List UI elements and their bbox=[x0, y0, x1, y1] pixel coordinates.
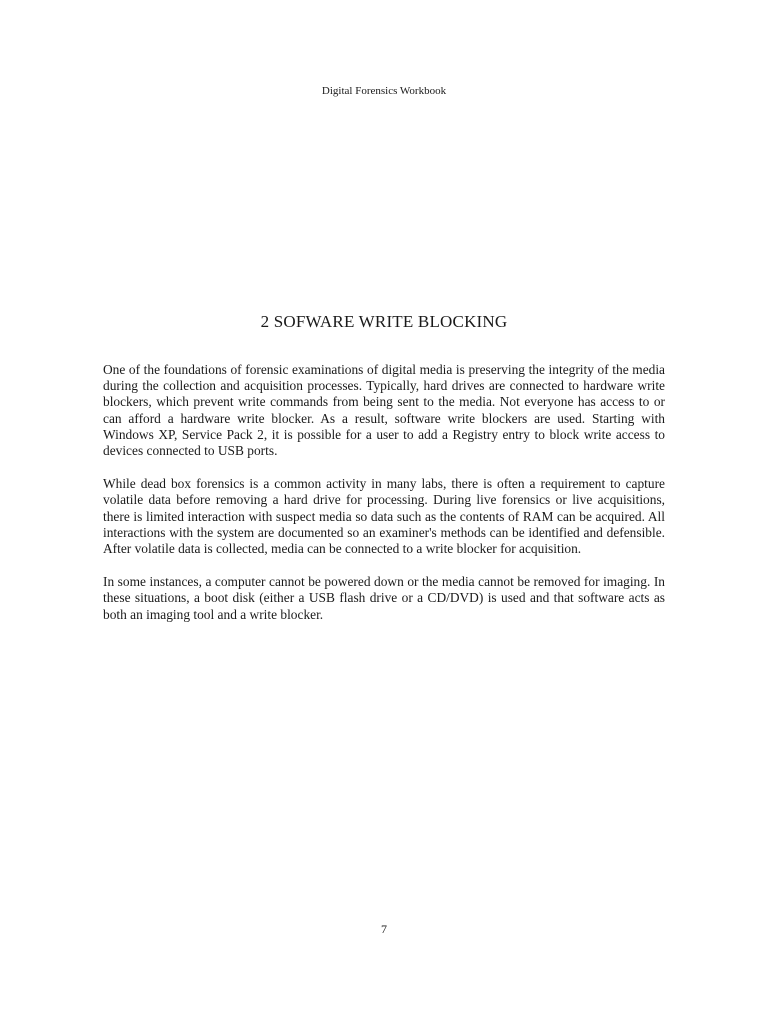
running-header: Digital Forensics Workbook bbox=[321, 85, 447, 97]
body-text bbox=[103, 362, 665, 640]
paragraph-1: One of the foundations of forensic examinations of digital media is preserving the integrity of the media during the collection and acquisition processes. Typically, hard drives are connected to hardware write blockers, which prevent write commands from being sent to the media. Not everyone has access to or can afford a hardware write blocker. As a result, software write blockers are used. Starting with Windows XP, Service Pack 2, it is possible for a user to add a Registry entry to block write access to devices connected to USB ports. bbox=[103, 362, 665, 459]
page-number: 7 bbox=[381, 922, 387, 936]
paragraph-2: While dead box forensics is a common activity in many labs, there is often a requirement to capture volatile data before removing a hard drive for processing. During live forensics or live acquisitions, there is limited interaction with suspect media so data such as the contents of RAM can be acquired. All interactions with the system are documented so an examiner's methods can be identified and defensible. After volatile data is collected, media can be connected to a write blocker for acquisition. bbox=[103, 476, 665, 557]
chapter-title: 2 SOFWARE WRITE BLOCKING bbox=[260, 312, 508, 331]
paragraph-3: In some instances, a computer cannot be powered down or the media cannot be removed for imaging. In these situations, a boot disk (either a USB flash drive or a CD/DVD) is used and that software acts as both an imaging tool and a write blocker. bbox=[103, 574, 665, 622]
